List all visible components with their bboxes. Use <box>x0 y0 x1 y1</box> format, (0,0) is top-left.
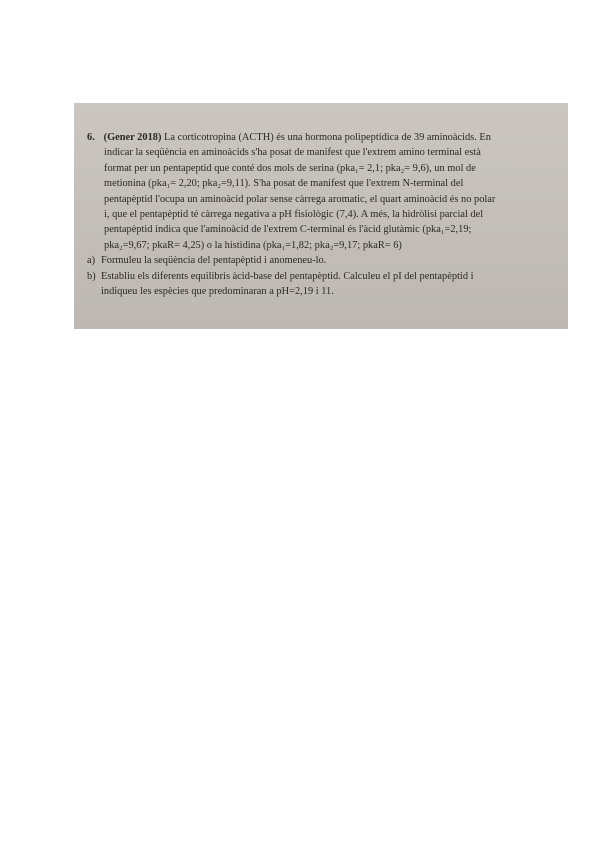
question-text: Formuleu la seqüència del pentapèptid i anomeneu-lo. <box>101 255 327 267</box>
question-label: a) <box>87 255 96 267</box>
problem-first-line <box>87 130 560 145</box>
question-text-continuation: indiqueu les espècies que predominaran a pH=2,19 i 11. <box>101 286 334 298</box>
problem-line: i, que el pentapèptid té càrrega negativa a pH fisiològic (7,4). A més, la hidròlisi parcial del <box>104 209 484 221</box>
problem-line: metionina (pka₁= 2,20; pka₂=9,11). S'ha posat de manifest que l'extrem N-terminal del <box>104 178 464 190</box>
problem-line: pka₂=9,67; pkaR= 4,25) o la histidina (pka₁=1,82; pka₂=9,17; pkaR= 6) <box>104 239 402 251</box>
problem-line: pentapèptid indica que l'aminoàcid de l'extrem C-terminal és l'àcid glutàmic (pka₁=2,19; <box>104 224 472 236</box>
question-a <box>87 253 560 268</box>
problem-line: pentapèptid l'ocupa un aminoàcid polar sense càrrega aromatic, el quart aminoàcid és no polar <box>104 193 496 205</box>
problem-line: indicar la seqüència en aminoàcids s'ha posat de manifest que l'extrem amino terminal està <box>104 147 481 159</box>
problem-statement <box>87 130 560 253</box>
problem-line: format per un pentapeptid que conté dos mols de serina (pka₁= 2,1; pka₂= 9,6), un mol de <box>104 162 476 174</box>
question-label: b) <box>87 270 96 282</box>
question-b <box>87 269 560 300</box>
question-text-line: Establiu els diferents equilibris àcid-base del pentapèptid. Calculeu el pI del pentapèptid i <box>101 270 474 282</box>
question-text <box>101 269 560 300</box>
document-photo <box>74 103 568 329</box>
problem-number: 6. <box>87 132 95 143</box>
problem-intro: La corticotropina (ACTH) és una hormona polipeptídica de 39 aminoàcids. En <box>164 132 491 143</box>
problem-source: (Gener 2018) <box>103 132 162 143</box>
